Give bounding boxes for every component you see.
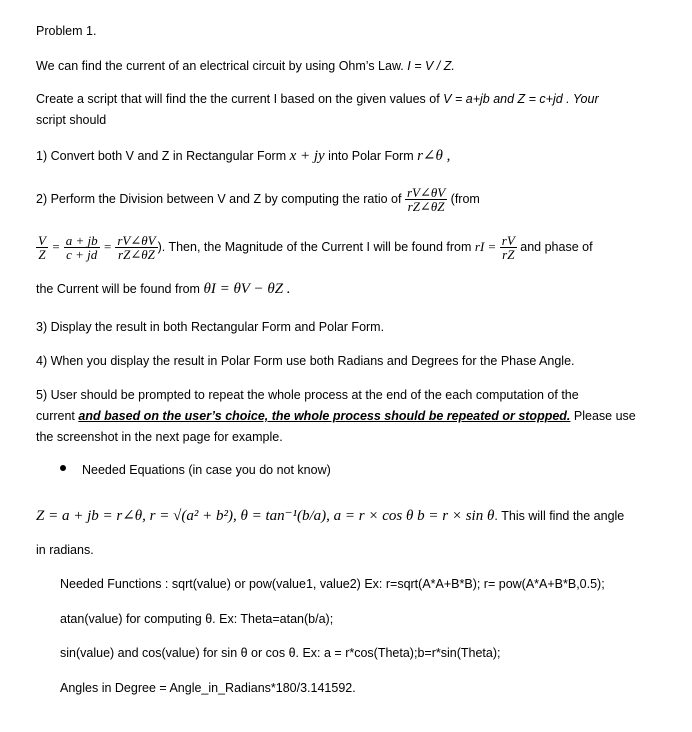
- phase-text: the Current will be found from: [36, 282, 204, 296]
- eq-den3: rZ∠θZ: [118, 247, 155, 262]
- step-1: [36, 146, 450, 165]
- phase-math: θI = θV − θZ .: [203, 281, 291, 297]
- step-4: 4) When you display the result in Polar Form use both Radians and Degrees for the Phase Angle.: [36, 354, 575, 368]
- intro-paragraph: [36, 59, 455, 73]
- eq-rden: rZ: [502, 247, 515, 262]
- step2-text: 2) Perform the Division between V and Z by computing the ratio of: [36, 191, 405, 206]
- eq-frac-mag: [500, 234, 517, 261]
- function-line-3: sin(value) and cos(value) for sin θ or cos θ. Ex: a = r*cos(Theta);b=r*sin(Theta);: [60, 646, 501, 660]
- eq-frac-vz: [36, 234, 48, 261]
- problem-title: Problem 1.: [36, 24, 97, 38]
- intro-text: We can find the current of an electrical circuit by using Ohm’s Law.: [36, 59, 404, 73]
- step-3: 3) Display the result in both Rectangular Form and Polar Form.: [36, 320, 385, 334]
- step2-ratio: [405, 186, 447, 213]
- eq-den2: c + jd: [66, 247, 98, 262]
- eq-v: V: [38, 233, 46, 248]
- eq-frac-rect: [64, 234, 100, 261]
- bullet-icon: [60, 465, 66, 471]
- step2-after: (from: [450, 191, 480, 206]
- step5-text-a: current: [36, 409, 79, 423]
- equations-math: Z = a + jb = r∠θ, r = √(a² + b²), θ = tan⁻¹(b/a), a = r × cos θ b = r × sin θ: [36, 508, 495, 524]
- equations-tail: . This will find the angle: [494, 509, 625, 523]
- step-5-line-2: [36, 409, 636, 423]
- step5-text-b: Please use: [570, 409, 636, 423]
- equations-line: [36, 506, 624, 525]
- function-line-1: Needed Functions : sqrt(value) or pow(value1, value2) Ex: r=sqrt(A*A+B*B); r= pow(A*A+B*B,0.5);: [60, 577, 605, 591]
- eq-num3: rV∠θV: [117, 233, 156, 248]
- step-2: [36, 186, 480, 213]
- step-5-line-3: the screenshot in the next page for example.: [36, 430, 283, 444]
- task-line-2: script should: [36, 113, 107, 127]
- step-5-line-1: 5) User should be prompted to repeat the whole process at the end of the each computation of the: [36, 388, 579, 402]
- step1-math-polar: r∠θ ,: [417, 148, 451, 164]
- intro-formula: I = V / Z.: [407, 59, 455, 73]
- task-math: V = a+jb and Z = c+jd: [443, 92, 563, 106]
- step2-ratio-den: rZ∠θZ: [407, 199, 445, 214]
- eq-after: ). Then, the Magnitude of the Current I will be found from: [157, 239, 475, 254]
- step2-ratio-num: rV∠θV: [406, 185, 446, 200]
- phase-line: [36, 281, 291, 298]
- step5-emphasis: and based on the user’s choice, the whole process should be repeated or stopped.: [78, 409, 571, 423]
- step1-math-rect: x + jy: [289, 148, 325, 164]
- eq-tail: and phase of: [516, 239, 593, 254]
- equation-line: $\frac{V}{Z}$ = $\frac{a + jb}{c + jd}$ = $\frac{rV\angle\theta V}{rZ\angle\theta Z}$ ). Then, the Magnitude of the Current I will be found from rI = $\frac{rV}{rZ}$ and phase of: [38, 233, 593, 262]
- step1-text: 1) Convert both V and Z in Rectangular Form: [36, 149, 290, 163]
- function-line-2: atan(value) for computing θ. Ex: Theta=atan(b/a);: [60, 612, 334, 626]
- in-radians: in radians.: [36, 543, 94, 557]
- eq-num2: a + jb: [65, 233, 98, 248]
- eq-frac-polar: [115, 234, 157, 261]
- step1-mid: into Polar Form: [324, 149, 418, 163]
- task-text-a: Create a script that will find the the current I based on the given values of: [36, 92, 444, 106]
- function-line-4: Angles in Degree = Angle_in_Radians*180/3.141592.: [60, 681, 356, 695]
- eq-ri: rI =: [474, 238, 497, 254]
- task-text-b: . Your: [562, 92, 599, 106]
- eq-rnum: rV: [501, 233, 515, 248]
- task-line-1: [36, 92, 599, 106]
- eq-z: Z: [38, 247, 46, 262]
- bullet-text: Needed Equations (in case you do not know): [82, 463, 331, 477]
